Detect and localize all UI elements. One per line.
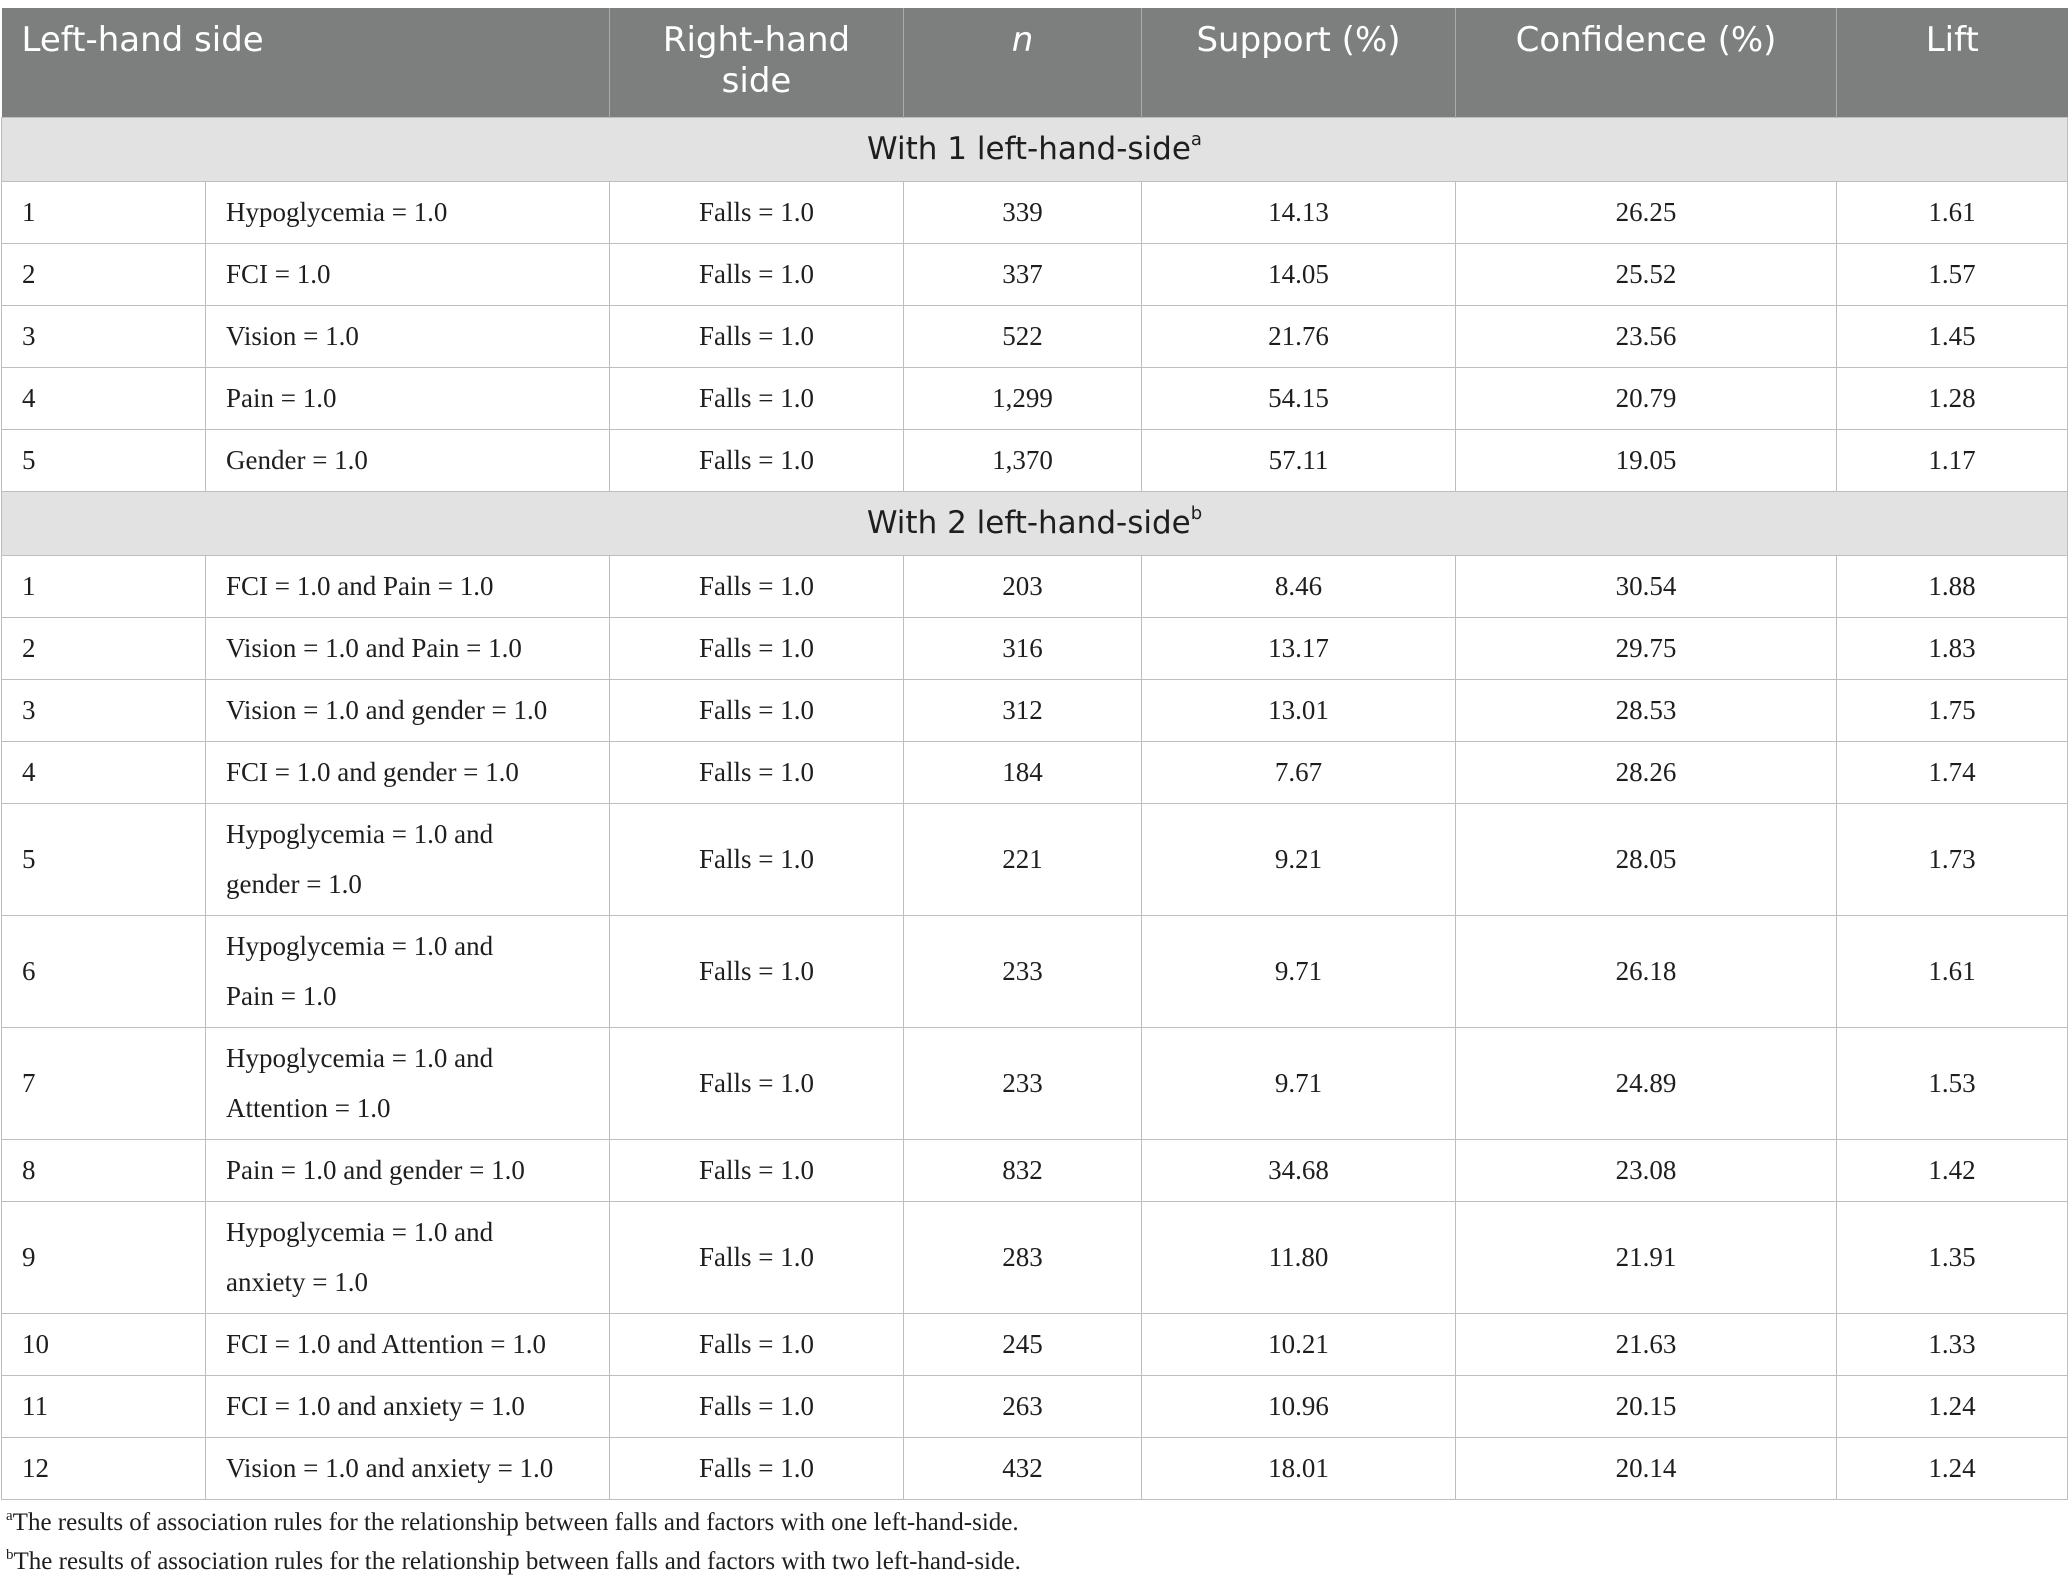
row-index: 5 [2,803,206,915]
section1-footnote-mark: a [1190,129,1202,150]
n-cell: 339 [904,181,1142,243]
lift-cell: 1.33 [1837,1313,2068,1375]
header-left-hand-side: Left-hand side [2,8,610,117]
n-cell: 233 [904,1027,1142,1139]
confidence-cell: 26.18 [1456,915,1837,1027]
table-row [2,429,2068,491]
left-hand-side-cell: FCI = 1.0 and Pain = 1.0 [206,555,610,617]
lift-cell: 1.61 [1837,181,2068,243]
lift-cell: 1.61 [1837,915,2068,1027]
left-hand-side-cell: Hypoglycemia = 1.0 and gender = 1.0 [206,803,610,915]
confidence-cell: 20.15 [1456,1375,1837,1437]
left-hand-side-cell: FCI = 1.0 and anxiety = 1.0 [206,1375,610,1437]
lift-cell: 1.42 [1837,1139,2068,1201]
support-cell: 8.46 [1142,555,1456,617]
table-row [2,1375,2068,1437]
confidence-cell: 23.56 [1456,305,1837,367]
table-row [2,305,2068,367]
confidence-cell: 30.54 [1456,555,1837,617]
lift-cell: 1.88 [1837,555,2068,617]
table-row [2,1201,2068,1313]
table-row [2,617,2068,679]
confidence-cell: 19.05 [1456,429,1837,491]
header-support: Support (%) [1142,8,1456,117]
row-index: 1 [2,181,206,243]
left-hand-side-cell: Pain = 1.0 [206,367,610,429]
footnote-b-text: The results of association rules for the relationship between falls and factors with two left-hand-side. [13,1548,1021,1575]
confidence-cell: 21.63 [1456,1313,1837,1375]
table-row [2,181,2068,243]
section1-title-text: With 1 left-hand-side [867,131,1191,167]
left-hand-side-cell: FCI = 1.0 [206,243,610,305]
header-confidence: Confidence (%) [1456,8,1837,117]
support-cell: 10.21 [1142,1313,1456,1375]
n-cell: 184 [904,741,1142,803]
table-row [2,803,2068,915]
right-hand-side-cell: Falls = 1.0 [610,1027,904,1139]
right-hand-side-cell: Falls = 1.0 [610,1313,904,1375]
table-footnotes [6,1503,2056,1581]
table-row [2,741,2068,803]
lift-cell: 1.57 [1837,243,2068,305]
support-cell: 9.21 [1142,803,1456,915]
table-row [2,1437,2068,1499]
left-hand-side-cell: Gender = 1.0 [206,429,610,491]
table-row [2,367,2068,429]
right-hand-side-cell: Falls = 1.0 [610,1139,904,1201]
n-cell: 1,299 [904,367,1142,429]
lift-cell: 1.74 [1837,741,2068,803]
lift-cell: 1.73 [1837,803,2068,915]
row-index: 5 [2,429,206,491]
support-cell: 14.05 [1142,243,1456,305]
header-n [904,8,1142,117]
right-hand-side-cell: Falls = 1.0 [610,679,904,741]
left-hand-side-cell: Hypoglycemia = 1.0 and anxiety = 1.0 [206,1201,610,1313]
header-n-label: n [1011,20,1034,60]
right-hand-side-cell: Falls = 1.0 [610,617,904,679]
n-cell: 832 [904,1139,1142,1201]
confidence-cell: 28.05 [1456,803,1837,915]
row-index: 11 [2,1375,206,1437]
section2-title [2,491,2068,555]
left-hand-side-cell: Vision = 1.0 and anxiety = 1.0 [206,1437,610,1499]
confidence-cell: 28.26 [1456,741,1837,803]
n-cell: 1,370 [904,429,1142,491]
table-row [2,915,2068,1027]
table-row [2,1027,2068,1139]
support-cell: 34.68 [1142,1139,1456,1201]
section2-title-text: With 2 left-hand-side [866,505,1191,541]
n-cell: 316 [904,617,1142,679]
header-right-hand-side: Right-hand side [610,8,904,117]
row-index: 8 [2,1139,206,1201]
support-cell: 11.80 [1142,1201,1456,1313]
n-cell: 337 [904,243,1142,305]
right-hand-side-cell: Falls = 1.0 [610,1437,904,1499]
footnote-a-text: The results of association rules for the relationship between falls and factors with one left-hand-side. [12,1509,1019,1536]
right-hand-side-cell: Falls = 1.0 [610,1201,904,1313]
support-cell: 9.71 [1142,915,1456,1027]
lift-cell: 1.35 [1837,1201,2068,1313]
table-row [2,1313,2068,1375]
right-hand-side-cell: Falls = 1.0 [610,915,904,1027]
row-index: 9 [2,1201,206,1313]
section1-title [2,117,2068,181]
confidence-cell: 20.14 [1456,1437,1837,1499]
section2-header-row [2,491,2068,555]
n-cell: 522 [904,305,1142,367]
n-cell: 283 [904,1201,1142,1313]
left-hand-side-cell: Hypoglycemia = 1.0 and Pain = 1.0 [206,915,610,1027]
lift-cell: 1.24 [1837,1375,2068,1437]
section2-footnote-mark: b [1190,503,1203,524]
support-cell: 9.71 [1142,1027,1456,1139]
left-hand-side-cell: Vision = 1.0 and gender = 1.0 [206,679,610,741]
right-hand-side-cell: Falls = 1.0 [610,243,904,305]
n-cell: 263 [904,1375,1142,1437]
row-index: 3 [2,305,206,367]
left-hand-side-cell: Vision = 1.0 [206,305,610,367]
lift-cell: 1.53 [1837,1027,2068,1139]
left-hand-side-cell: FCI = 1.0 and gender = 1.0 [206,741,610,803]
row-index: 2 [2,243,206,305]
confidence-cell: 28.53 [1456,679,1837,741]
right-hand-side-cell: Falls = 1.0 [610,305,904,367]
table-header [2,8,2068,117]
table-row [2,555,2068,617]
lift-cell: 1.28 [1837,367,2068,429]
row-index: 4 [2,367,206,429]
confidence-cell: 21.91 [1456,1201,1837,1313]
row-index: 3 [2,679,206,741]
table-row [2,1139,2068,1201]
right-hand-side-cell: Falls = 1.0 [610,367,904,429]
lift-cell: 1.45 [1837,305,2068,367]
support-cell: 21.76 [1142,305,1456,367]
n-cell: 432 [904,1437,1142,1499]
section1-header-row [2,117,2068,181]
footnote-a-mark: a [6,1508,13,1524]
row-index: 12 [2,1437,206,1499]
confidence-cell: 23.08 [1456,1139,1837,1201]
header-lift: Lift [1837,8,2068,117]
confidence-cell: 25.52 [1456,243,1837,305]
confidence-cell: 29.75 [1456,617,1837,679]
support-cell: 10.96 [1142,1375,1456,1437]
left-hand-side-cell: Hypoglycemia = 1.0 and Attention = 1.0 [206,1027,610,1139]
n-cell: 203 [904,555,1142,617]
right-hand-side-cell: Falls = 1.0 [610,1375,904,1437]
row-index: 6 [2,915,206,1027]
row-index: 1 [2,555,206,617]
right-hand-side-cell: Falls = 1.0 [610,803,904,915]
support-cell: 18.01 [1142,1437,1456,1499]
n-cell: 245 [904,1313,1142,1375]
association-rules-table-container [1,8,2067,1500]
left-hand-side-cell: Pain = 1.0 and gender = 1.0 [206,1139,610,1201]
n-cell: 233 [904,915,1142,1027]
support-cell: 54.15 [1142,367,1456,429]
n-cell: 312 [904,679,1142,741]
right-hand-side-cell: Falls = 1.0 [610,429,904,491]
n-cell: 221 [904,803,1142,915]
lift-cell: 1.83 [1837,617,2068,679]
table-body [2,117,2068,1499]
lift-cell: 1.75 [1837,679,2068,741]
left-hand-side-cell: Hypoglycemia = 1.0 [206,181,610,243]
footnote-b-mark: b [6,1547,14,1563]
support-cell: 13.01 [1142,679,1456,741]
table-row [2,679,2068,741]
lift-cell: 1.24 [1837,1437,2068,1499]
right-hand-side-cell: Falls = 1.0 [610,181,904,243]
confidence-cell: 24.89 [1456,1027,1837,1139]
footnote-a [6,1503,2056,1542]
footnote-b [6,1542,2056,1581]
row-index: 4 [2,741,206,803]
support-cell: 13.17 [1142,617,1456,679]
confidence-cell: 20.79 [1456,367,1837,429]
left-hand-side-cell: Vision = 1.0 and Pain = 1.0 [206,617,610,679]
support-cell: 14.13 [1142,181,1456,243]
row-index: 10 [2,1313,206,1375]
table-row [2,243,2068,305]
row-index: 7 [2,1027,206,1139]
right-hand-side-cell: Falls = 1.0 [610,741,904,803]
support-cell: 7.67 [1142,741,1456,803]
association-rules-table [1,8,2068,1500]
left-hand-side-cell: FCI = 1.0 and Attention = 1.0 [206,1313,610,1375]
confidence-cell: 26.25 [1456,181,1837,243]
lift-cell: 1.17 [1837,429,2068,491]
support-cell: 57.11 [1142,429,1456,491]
right-hand-side-cell: Falls = 1.0 [610,555,904,617]
row-index: 2 [2,617,206,679]
